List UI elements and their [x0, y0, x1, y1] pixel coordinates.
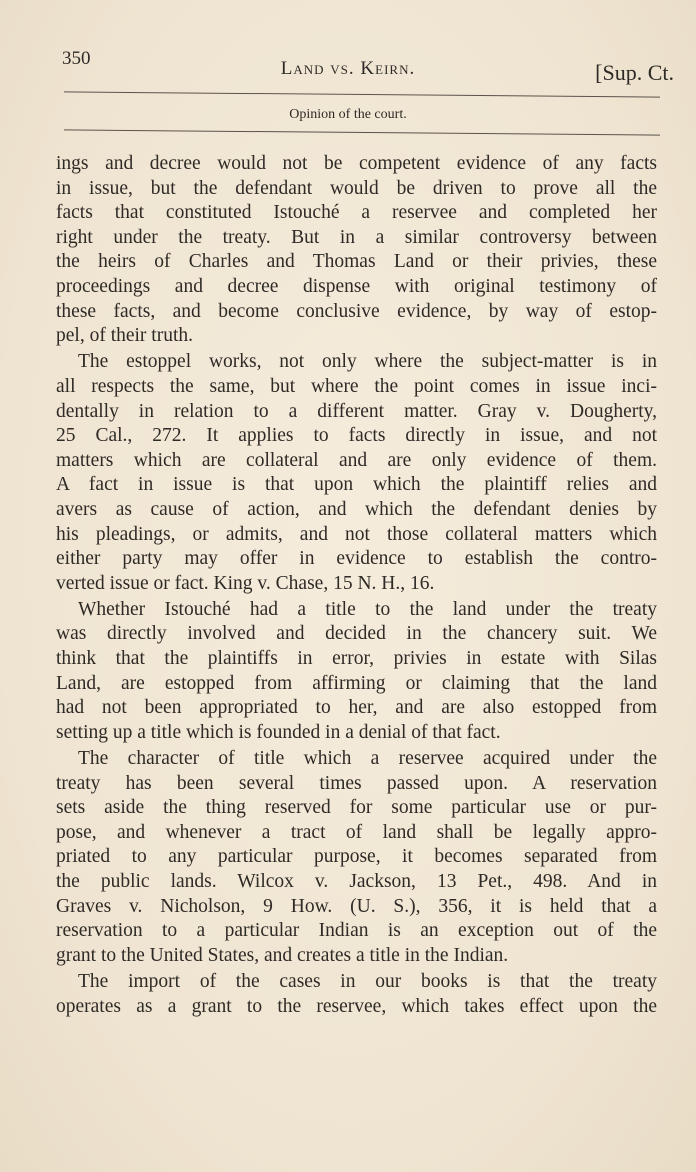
text-line: right under the treaty. But in a similar controversy between [56, 226, 657, 248]
text-line: The character of title which a reservee acquired under the [78, 748, 657, 770]
text-line: facts that constituted Istouché a reservee and completed her [56, 202, 657, 224]
text-line: The import of the cases in our books is that the treaty [78, 970, 657, 992]
text-line: matters which are collateral and are only evidence of them. [56, 449, 657, 471]
court-label: [Sup. Ct. [595, 60, 674, 85]
text-line: in issue, but the defendant would be driven to prove all the [56, 177, 657, 199]
header-rule-top [64, 91, 660, 97]
page-number: 350 [62, 48, 91, 69]
text-line: setting up a title which is founded in a denial of that fact. [56, 721, 501, 743]
text-line: Land, are estopped from affirming or claiming that the land [56, 672, 657, 694]
text-line: the heirs of Charles and Thomas Land or their privies, these [56, 251, 657, 273]
text-line: A fact in issue is that upon which the plaintiff relies and [56, 474, 657, 496]
text-line: Graves v. Nicholson, 9 How. (U. S.), 356, it is held that a [56, 895, 657, 917]
text-line: pose, and whenever a tract of land shall be legally appro- [56, 821, 657, 843]
text-line: all respects the same, but where the point comes in issue inci- [56, 375, 657, 397]
header-rule-bottom [64, 129, 660, 135]
paragraph [56, 970, 657, 1019]
text-line: either party may offer in evidence to establish the contro- [56, 548, 657, 570]
section-subtitle: Opinion of the court. [289, 107, 407, 122]
text-line: his pleadings, or admits, and not those collateral matters which [56, 523, 657, 545]
text-line: had not been appropriated to her, and are also estopped from [56, 697, 657, 719]
text-line: these facts, and become conclusive evidence, by way of estop- [56, 300, 657, 322]
body-text [56, 152, 657, 1021]
text-line: treaty has been several times passed upon. A reservation [56, 772, 657, 794]
paragraph [56, 747, 657, 968]
text-line: Whether Istouché had a title to the land under the treaty [78, 598, 657, 620]
text-line: was directly involved and decided in the chancery suit. We [56, 623, 657, 645]
text-line: dentally in relation to a different matter. Gray v. Dougherty, [56, 400, 657, 422]
text-line: operates as a grant to the reservee, which takes effect upon the [56, 995, 657, 1017]
text-line: proceedings and decree dispense with original testimony of [56, 275, 657, 297]
text-line: the public lands. Wilcox v. Jackson, 13 Pet., 498. And in [56, 871, 657, 892]
text-line: sets aside the thing reserved for some particular use or pur- [56, 797, 657, 819]
text-line: The estoppel works, not only where the subject-matter is in [78, 351, 657, 373]
text-line: pel, of their truth. [56, 325, 194, 347]
text-line: priated to any particular purpose, it becomes separated from [56, 846, 657, 868]
text-line: reservation to a particular Indian is an exception out of the [56, 920, 657, 942]
text-line: avers as cause of action, and which the defendant denies by [56, 498, 657, 520]
text-line: 25 Cal., 272. It applies to facts directly in issue, and not [56, 425, 657, 447]
text-line: think that the plaintiffs in error, privies in estate with Silas [56, 648, 657, 670]
running-title: Land vs. Keirn. [280, 58, 416, 79]
text-line: grant to the United States, and creates a title in the Indian. [56, 944, 509, 966]
paragraph [56, 350, 657, 596]
text-line: ings and decree would not be competent evidence of any facts [56, 153, 657, 174]
paragraph [56, 598, 657, 746]
paragraph [56, 152, 657, 349]
text-line: verted issue or fact. King v. Chase, 15 N. H., 16. [56, 572, 435, 594]
